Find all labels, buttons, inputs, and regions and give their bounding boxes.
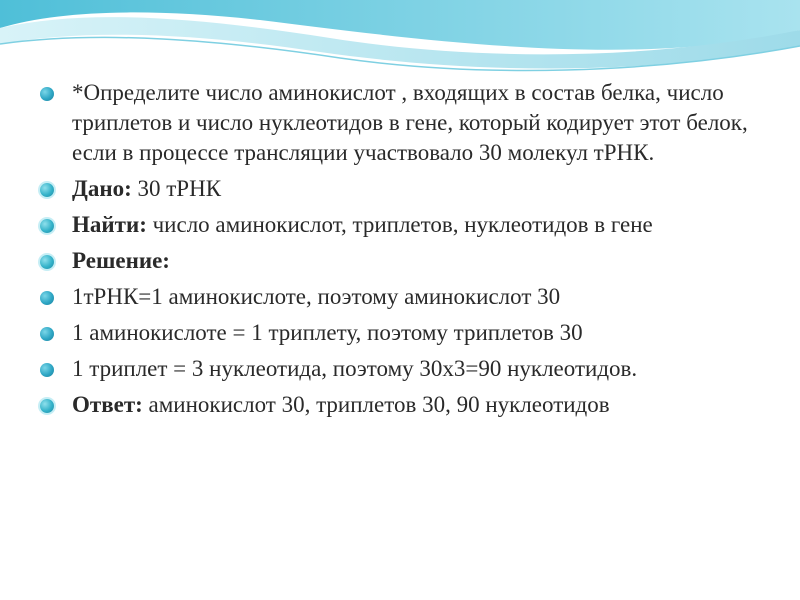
list-item-solution bbox=[40, 246, 770, 276]
cog-bullet-icon bbox=[40, 399, 54, 413]
list-item-answer bbox=[40, 390, 770, 420]
list-item-given bbox=[40, 174, 770, 204]
cog-bullet-icon bbox=[40, 255, 54, 269]
item-text: 30 тРНК bbox=[131, 176, 222, 201]
list-item-task bbox=[40, 78, 770, 168]
item-text: 1тРНК=1 аминокислоте, поэтому аминокислот 30 bbox=[72, 284, 561, 309]
list-item-step-2 bbox=[40, 318, 770, 348]
list-item-find bbox=[40, 210, 770, 240]
item-label: Дано: bbox=[72, 176, 132, 201]
header-wave-decoration bbox=[0, 0, 800, 90]
item-label: Решение: bbox=[72, 248, 170, 273]
circle-bullet-icon bbox=[40, 87, 54, 101]
item-text: 1 аминокислоте = 1 триплету, поэтому триплетов 30 bbox=[72, 320, 583, 345]
item-text: аминокислот 30, триплетов 30, 90 нуклеотидов bbox=[142, 392, 610, 417]
list-item-step-1 bbox=[40, 282, 770, 312]
item-label: Ответ: bbox=[72, 392, 143, 417]
circle-bullet-icon bbox=[40, 291, 54, 305]
cog-bullet-icon bbox=[40, 183, 54, 197]
cog-bullet-icon bbox=[40, 219, 54, 233]
list-item-step-3 bbox=[40, 354, 770, 384]
item-text: 1 триплет = 3 нуклеотида, поэтому 30х3=90 нуклеотидов. bbox=[72, 356, 638, 381]
slide-content bbox=[40, 78, 770, 426]
item-text: число аминокислот, триплетов, нуклеотидов в гене bbox=[146, 212, 653, 237]
item-text: *Определите число аминокислот , входящих в состав белка, число триплетов и число нуклеотидов в гене, который кодирует этот белок, если в процессе трансляции участвовало 30 молекул тРНК. bbox=[72, 80, 748, 165]
item-label: Найти: bbox=[72, 212, 147, 237]
circle-bullet-icon bbox=[40, 363, 54, 377]
circle-bullet-icon bbox=[40, 327, 54, 341]
